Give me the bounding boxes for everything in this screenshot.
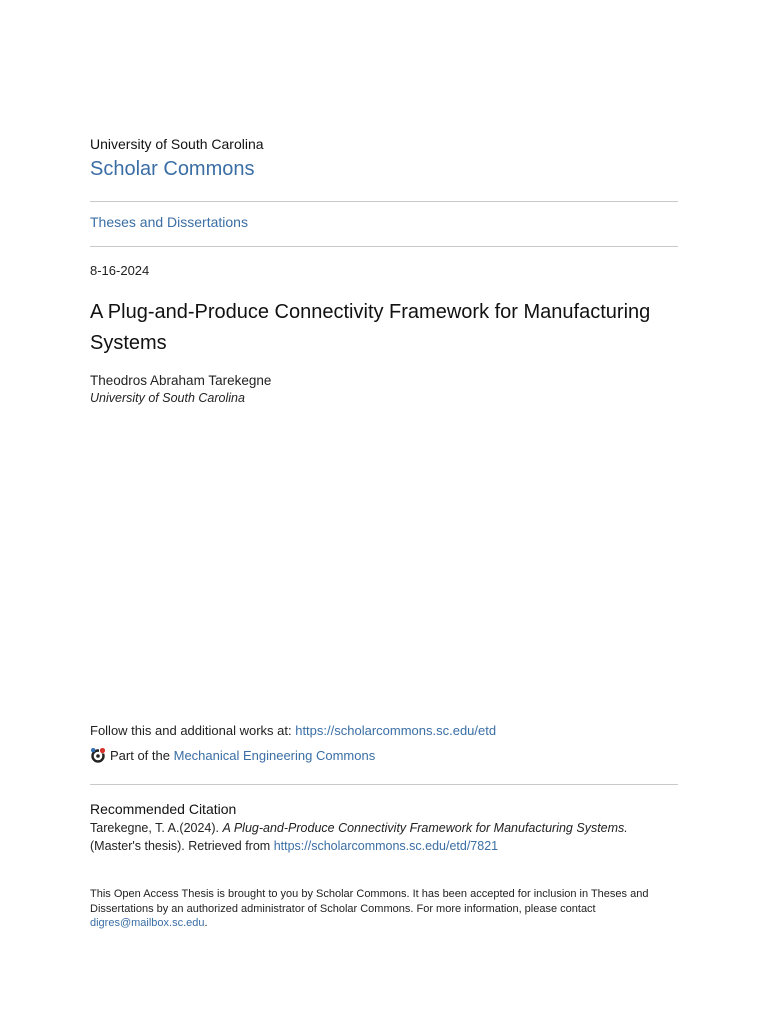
- divider-top: [90, 201, 678, 202]
- network-commons-icon: [90, 747, 107, 764]
- follow-line: [90, 723, 496, 738]
- institution-name: University of South Carolina: [90, 136, 264, 152]
- citation-text: [90, 820, 678, 855]
- collection-link[interactable]: Theses and Dissertations: [90, 214, 248, 230]
- citation-url-link[interactable]: https://scholarcommons.sc.edu/etd/7821: [273, 838, 499, 853]
- citation-title: A Plug-and-Produce Connectivity Framework for Manufacturing Systems.: [222, 821, 628, 835]
- publication-date: 8-16-2024: [90, 263, 150, 278]
- footer-end: .: [204, 917, 208, 929]
- divider-citation: [90, 784, 678, 785]
- citation-prefix: Tarekegne, T. A.(2024).: [90, 821, 223, 835]
- discipline-link[interactable]: Mechanical Engineering Commons: [173, 748, 376, 763]
- part-of-prefix: Part of the: [110, 748, 170, 763]
- follow-prefix: Follow this and additional works at:: [90, 723, 296, 738]
- footer-note: [90, 887, 678, 931]
- author-affiliation: University of South Carolina: [90, 391, 245, 405]
- author-name: Theodros Abraham Tarekegne: [90, 373, 272, 388]
- citation-heading: Recommended Citation: [90, 801, 237, 817]
- footer-text: This Open Access Thesis is brought to you by Scholar Commons. It has been accepted for inclusion in Theses and Dissertations by an authorized administrator of Scholar Commons. For more information, please contact: [90, 888, 649, 915]
- part-of-line: [90, 747, 375, 764]
- follow-url-link[interactable]: https://scholarcommons.sc.edu/etd: [295, 723, 497, 738]
- contact-email-link[interactable]: digres@mailbox.sc.edu: [90, 917, 205, 929]
- repository-link[interactable]: Scholar Commons: [90, 158, 255, 180]
- citation-suffix: (Master's thesis). Retrieved from: [90, 838, 274, 853]
- divider-collection: [90, 246, 678, 247]
- paper-title: A Plug-and-Produce Connectivity Framework for Manufacturing Systems: [90, 301, 651, 354]
